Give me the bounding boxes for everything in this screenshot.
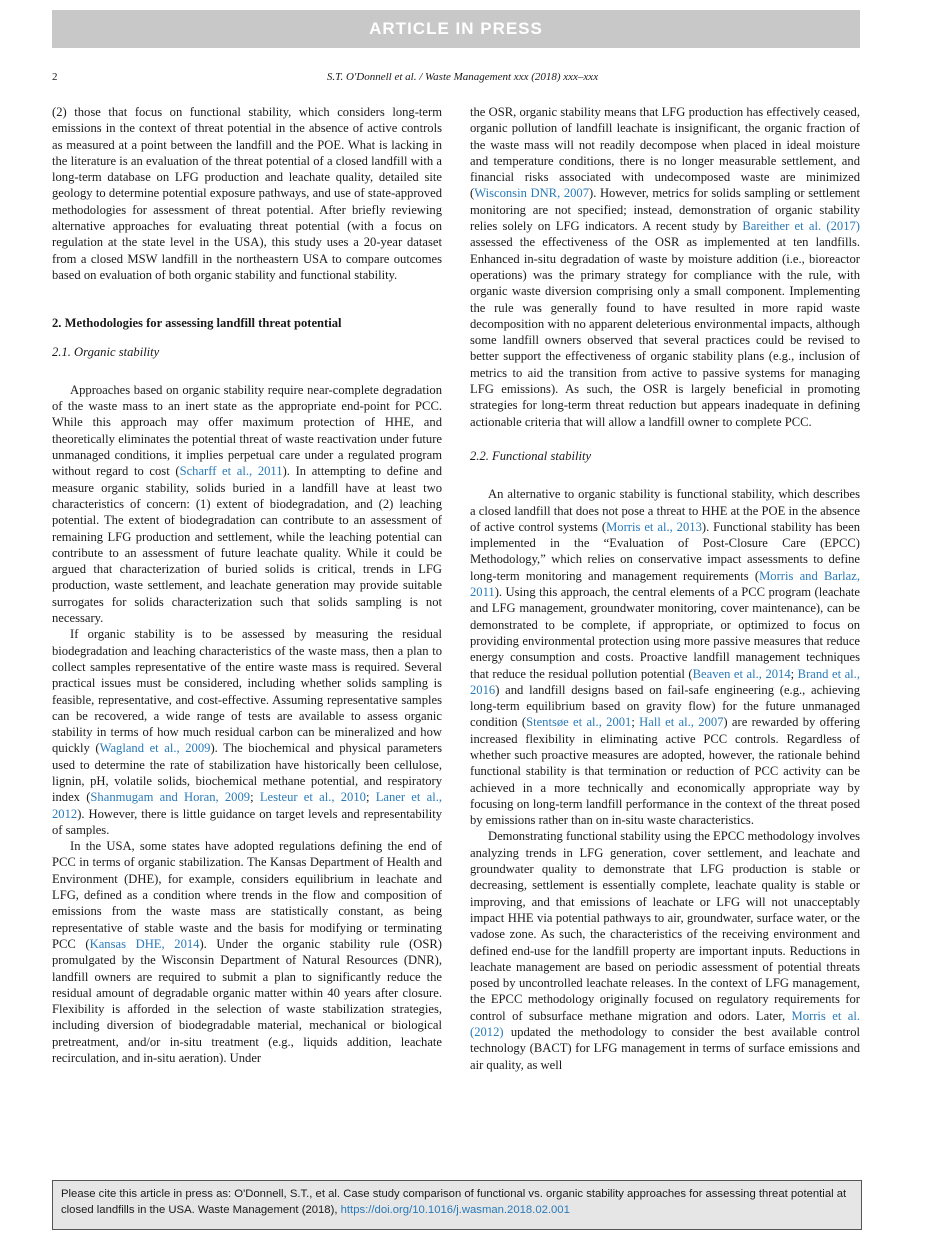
text-run: ). However, there is little guidance on target levels and representability of samples.: [52, 806, 442, 837]
reference-link[interactable]: Beaven et al., 2014: [692, 666, 791, 681]
paragraph: [52, 626, 442, 838]
text-run: ;: [250, 790, 260, 805]
page-number: 2: [52, 71, 58, 83]
citation-text: Please cite this article in press as: O'Donnell, S.T., et al. Case study comparison of functional vs. organic stability approaches for assessing threat potential at closed landfills in the USA. Waste Management (2018),: [61, 1188, 847, 1216]
left-column: [52, 104, 442, 1066]
reference-link[interactable]: Kansas DHE, 2014: [89, 936, 200, 951]
text-run: ). Using this approach, the central elements of a PCC program (leachate and LFG management, groundwater monitoring, cover maintenance), can be demonstrated to be complete, if appropriate, or optimized to focus on providing environmental protection using more passive measures that reduce energy consumption and costs. Proactive landfill management techniques that reduce the residual pollution potential (: [470, 585, 860, 681]
text-run: ). The biochemical and physical parameters used to determine the rate of stabilization have historically been cellulose, lignin, pH, volatile solids, biochemical methane potential, and respiratory index (: [52, 741, 442, 805]
text-run: updated the methodology to consider the best available control technology (BACT) for LFG management in terms of surface emissions and air quality, as well: [470, 1025, 860, 1072]
text-run: ). In attempting to define and measure organic stability, solids buried in a landfill have at least two characteristics of concern: (1) extent of biodegradation, and (2) leaching potential. The extent of biodegradation can contribute to an assessment of remaining LFG production and settlement, while the leaching potential can contribute to an assessment of future leachate quality. While it could be argued that characterization of buried solids is critical, trends in LFG production, waste settlement, and leachate generation may provide suitable surrogates for solids characterization such that solids sampling is not necessary.: [52, 464, 443, 626]
reference-link[interactable]: Brand et al., 2016: [470, 666, 860, 697]
subsection-2-2-heading: 2.2. Functional stability: [470, 448, 592, 463]
text-run: ). However, metrics for solids sampling or settlement monitoring are not specified; instead, demonstration of organic stability relies solely on LFG indicators. A recent study by: [470, 186, 860, 234]
reference-link[interactable]: Morris et al. (2012): [470, 1008, 860, 1040]
text-run: Demonstrating functional stability using the EPCC methodology involves analyzing trends in LFG generation, cover settlement, and leachate and groundwater quality to demonstrate that LFG production is stable or decreasing, settlement is essentially complete, leachate quality is stable or improving, and that emissions of leachate or LFG will not unacceptably impact HHE via potential pathways to air, groundwater, surface water, or the vadose zone. As such, the characteristics of the receiving environment and defined end-use for the landfill property are important inputs. Reductions in leachate management are based on periodic assessment of potential threats posed by uncontrolled leachate releases. In the context of LFG management, the EPCC methodology originally focused on regulatory requirements for control of subsurface methane migration and odors. Later,: [470, 829, 860, 1023]
text-run: ). Under the organic stability rule (OSR) promulgated by the Wisconsin Department of Natural Resources (DNR), landfill owners are required to submit a plan to significantly reduce the residual amount of degradable organic matter within 40 years after closure. Flexibility is afforded in the selection of waste stabilization strategies, including diversion of biodegradable material, mechanical or biological pretreatment, and/or in-situ treatment (e.g., liquids addition, leachate recirculation, and in-situ aeration). Under: [52, 936, 442, 1066]
text-run: ). Functional stability has been implemented in the “Evaluation of Post-Closure Care (EPCC) Methodology,” which relies on conservative impact assessments to define long-term monitoring and management requirements (: [470, 519, 861, 583]
paragraph: [52, 838, 442, 1066]
doi-link[interactable]: https://doi.org/10.1016/j.wasman.2018.02.001: [340, 1204, 570, 1216]
reference-link[interactable]: Hall et al., 2007: [639, 715, 724, 730]
reference-link[interactable]: Morris et al., 2013: [606, 519, 702, 534]
text-run: If organic stability is to be assessed by measuring the residual biodegradation and leaching characteristics of the waste mass, then a plan to collect samples representative of the entire waste mass is required. Several practical issues must be considered, including whether solids sampling is feasible, representative, and cost-effective. Assuming representative samples can be recovered, a wide range of tests are available to assess organic stability in terms of how much residual carbon can be mineralized and how quickly (: [52, 627, 442, 756]
subsection-2-1-heading: 2.1. Organic stability: [52, 344, 160, 359]
text-run: ;: [631, 715, 640, 730]
paragraph: [470, 828, 860, 1072]
text-run: the OSR, organic stability means that LFG production has effectively ceased, organic pollution of landfill leachate is insignificant, the organic fraction of the waste mass will not readily decompose when placed in ideal moisture and temperature conditions, there is no longer measurable settlement, and financial risks associated with undecomposed waste are minimized (: [470, 105, 860, 201]
text-run: ;: [365, 790, 376, 805]
text-run: ) and landfill designs based on fail-safe engineering (e.g., achieving long-term equilibrium based on gravity flow) for the future unmanaged condition (: [470, 682, 860, 730]
text-run: An alternative to organic stability is functional stability, which describes a closed landfill that does not pose a threat to HHE at the POE in the absence of active control systems (: [470, 487, 860, 534]
reference-link[interactable]: Stentsøe et al., 2001: [526, 715, 632, 730]
text-run: In the USA, some states have adopted regulations defining the end of PCC in terms of organic stabilization. The Kansas Department of Health and Environment (DHE), for example, considers equilibrium in leachate and LFG, defined as a condition where trends in the flow and composition of emissions from the waste mass are statistically constant, as being representative of stable waste and the basis for modifying or terminating PCC (: [52, 839, 442, 951]
paragraph: [470, 486, 860, 828]
reference-link[interactable]: Wagland et al., 2009: [99, 741, 211, 756]
reference-link[interactable]: Scharff et al., 2011: [179, 464, 283, 479]
paragraph: [52, 382, 442, 626]
section-2-heading: 2. Methodologies for assessing landfill threat potential: [52, 316, 342, 331]
reference-link[interactable]: Lesteur et al., 2010: [259, 790, 366, 805]
reference-link[interactable]: Morris and Barlaz, 2011: [470, 568, 860, 600]
text-run: Approaches based on organic stability require near-complete degradation of the waste mass to an inert state as the appropriate end-point for PCC. While this approach may offer maximum protection of HHE, and theoretically eliminates the potential threat of waste reactivation under future unmanaged conditions, it implies perpetual care under a regulated program without regard to cost (: [52, 382, 442, 479]
intro-paragraph: (2) those that focus on functional stability, which considers long-term emissions in the context of threat potential in the absence of active controls as measured at a point between the landfill and the POE. What is lacking in the literature is an evaluation of the threat potential of a closed landfill with a long-term database on LFG production and leachate quality, detailed site geology to determine potential exposure pathways, and use of state-approved methodologies for assessment of threat potential. After briefly reviewing alternative approaches for evaluating threat potential (with a focus on regulation at the state level in the USA), this study uses a 20-year dataset from a closed MSW landfill in the northeastern USA to compare outcomes based on evaluation of both organic stability and functional stability.: [52, 105, 442, 282]
reference-link[interactable]: Laner et al., 2012: [52, 790, 442, 821]
reference-link[interactable]: Shanmugam and Horan, 2009: [90, 790, 251, 805]
reference-link[interactable]: Wisconsin DNR, 2007: [474, 186, 590, 201]
text-run: ) are rewarded by offering increased flexibility in eliminating active PCC controls. Regardless of whether such proactive measures are adopted, however, the rationale behind functional stability is that termination or reduction of PCC activity can be achieved in a more technically and economically appropriate way by focusing on long-term landfill performance in the context of the threat posed by emissions rather than on in-situ waste characteristics.: [470, 715, 860, 828]
right-column: [470, 104, 860, 1073]
article-in-press-banner: ARTICLE IN PRESS: [52, 10, 860, 48]
reference-link[interactable]: Bareither et al. (2017): [742, 219, 860, 234]
citation-box: [52, 1180, 862, 1230]
text-run: assessed the effectiveness of the OSR as implemented at ten landfills. Enhanced in-situ degradation of waste by moisture addition (i.e., bioreactor operations) was the primary strategy for compliance with the rule, with organic waste diversion comprising only a small component. Implementing the rule was generally found to have resulted in more rapid waste decomposition with no apparent deleterious environmental impacts, although some landfill owners observed that several practices could be revised to better support the effectiveness of organic stability plans (e.g., inclusion of metrics to aid the transition from active to passive systems for managing LFG emissions). As such, the OSR is largely beneficial in promoting strategies for long-term threat reduction but appears inadequate in defining actionable criteria that will allow a landfill owner to complete PCC.: [470, 235, 860, 429]
text-run: ;: [790, 666, 798, 681]
running-title: S.T. O'Donnell et al. / Waste Management xxx (2018) xxx–xxx: [326, 71, 599, 83]
paragraph: [470, 104, 860, 430]
